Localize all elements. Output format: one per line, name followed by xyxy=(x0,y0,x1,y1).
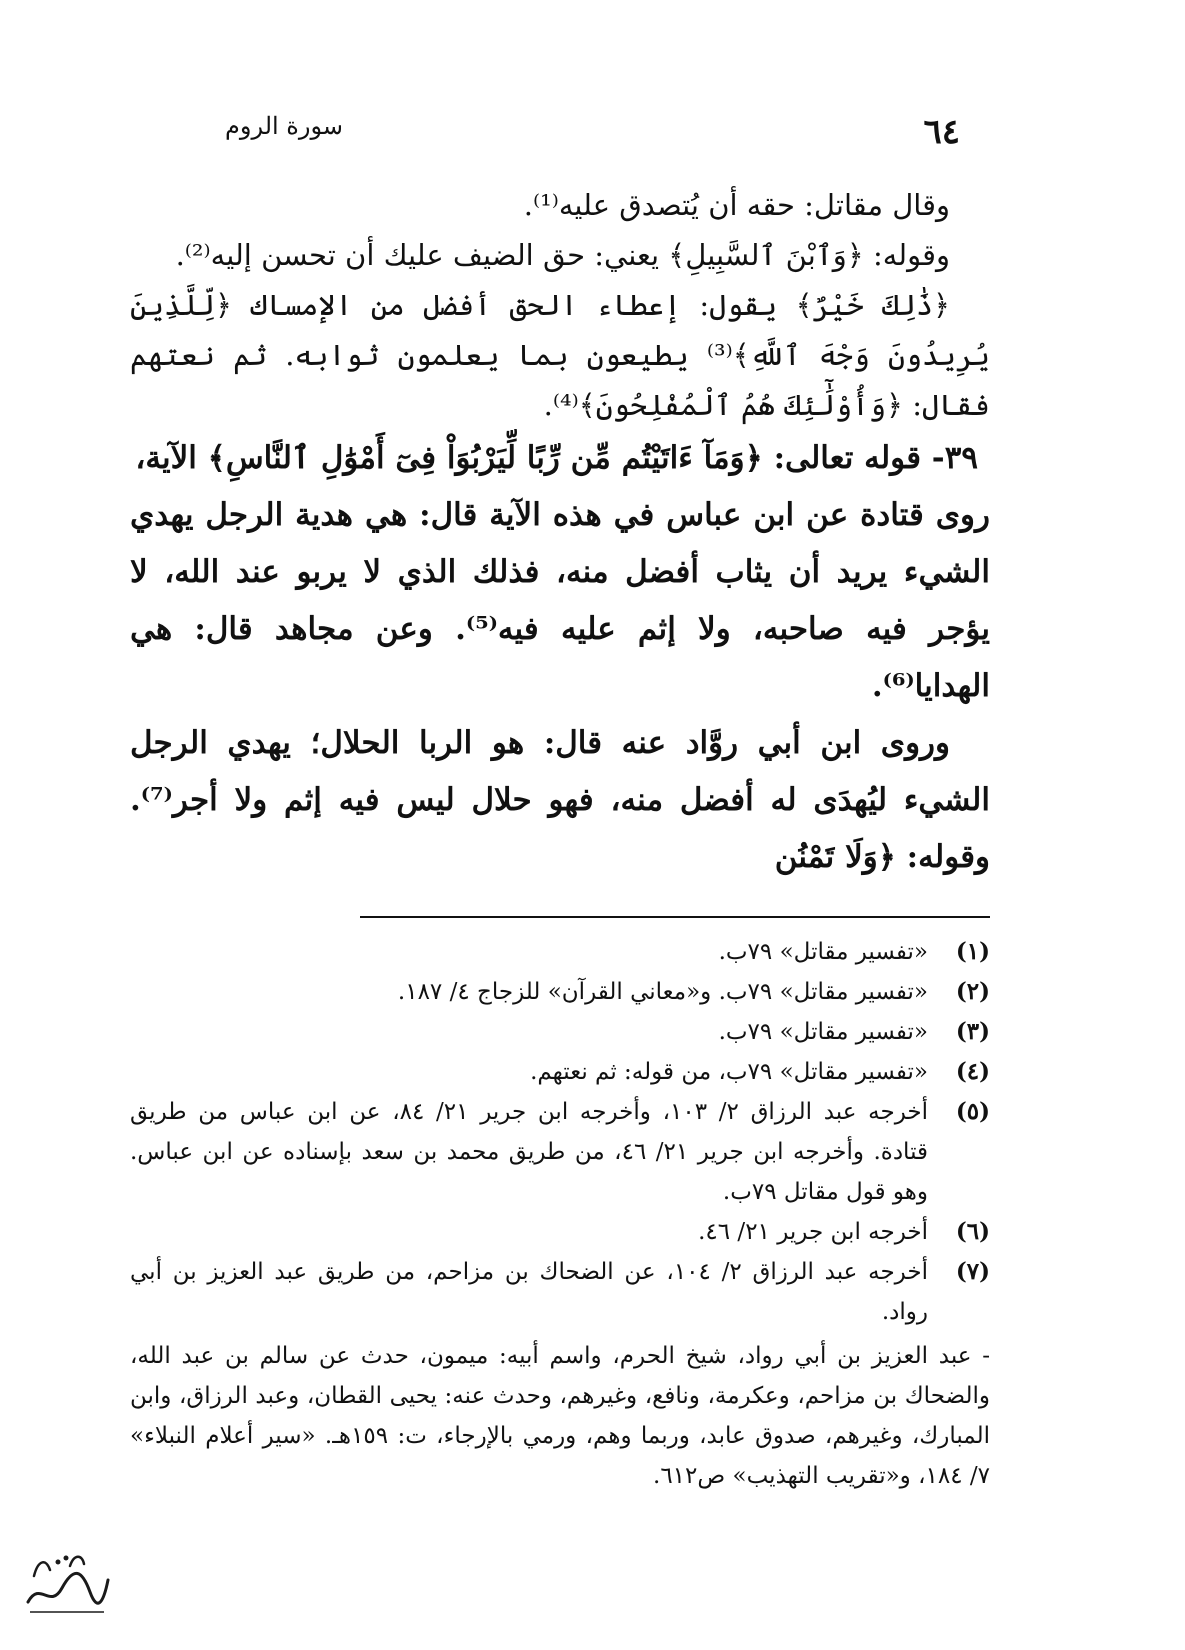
footnote-text: أخرجه عبد الرزاق ٢/ ١٠٣، وأخرجه ابن جرير ٢١/ ٨٤، عن ابن عباس من طريق قتادة. وأخرجه ابن جرير ٢١/ ٤٦، من طريق محمد بن سعد بإسناده عن ابن عباس. وهو قول مقاتل ٧٩ب. xyxy=(130,1099,929,1205)
footnote-number: (٦) xyxy=(955,1218,990,1245)
footnote xyxy=(130,1092,990,1212)
surah-title: سورة الروم xyxy=(225,112,343,140)
footnote xyxy=(130,1252,990,1332)
narrator-biography: - عبد العزيز بن أبي رواد، شيخ الحرم، واسم أبيه: ميمون، حدث عن سالم بن عبد الله، والضحاك بن مزاحم، وعكرمة، ونافع، وغيرهم، وحدث عنه: يحيى القطان، وعبد الرزاق، وابن المبارك، وغيرهم، صدوق عابد، وربما وهم، ورمي بالإرجاء، ت: ١٥٩هـ. «سير أعلام النبلاء» ٧/ ١٨٤، و«تقريب التهذيب» ص٦١٢. xyxy=(130,1343,991,1489)
publisher-logo-icon xyxy=(20,1540,112,1620)
footnote xyxy=(130,1212,990,1252)
footnote-text: «تفسير مقاتل» ٧٩ب. و«معاني القرآن» للزجاج ٤/ ١٨٧. xyxy=(397,979,928,1005)
footnote-number: (١) xyxy=(955,938,990,965)
footnote xyxy=(130,972,990,1012)
footnote-number: (٤) xyxy=(955,1058,990,1085)
main-paragraph: روى قتادة عن ابن عباس في هذه الآية قال: هي هدية الرجل يهدي الشيء يريد أن يثاب أفضل منه، فذلك الذي لا يربو عند الله، لا يؤجر فيه صاحبه، ولا إثم عليه فيه⁽⁵⁾. وعن مجاهد قال: هي الهدايا⁽⁶⁾. xyxy=(130,497,990,704)
footnote-text: «تفسير مقاتل» ٧٩ب، من قوله: ثم نعتهم. xyxy=(530,1059,928,1085)
footnote-text: «تفسير مقاتل» ٧٩ب. xyxy=(718,939,928,965)
footnote-text: أخرجه ابن جرير ٢١/ ٤٦. xyxy=(698,1219,928,1245)
footnote-number: (٢) xyxy=(955,978,990,1005)
commentary-line: وقال مقاتل: حقه أن يُتصدق عليه⁽¹⁾. xyxy=(523,188,950,222)
commentary-line: ﴿ذَٰلِكَ خَيْرٌ﴾ يقول: إعطاء الحق أفضل من الإمساك ﴿لِّلَّذِينَ يُرِيدُونَ وَجْهَ ٱللَّهِ﴾⁽³⁾ يطيعون بما يعلمون ثوابه. ثم نعتهم فقال: ﴿وَأُوْلَٰٓئِكَ هُمُ ٱلْمُفْلِحُونَ﴾⁽⁴⁾. xyxy=(130,288,990,422)
footnotes xyxy=(130,932,990,1496)
page-number: ٦٤ xyxy=(923,112,960,152)
footnote-separator xyxy=(360,916,990,918)
verse-heading: ٣٩- قوله تعالى: ﴿وَمَآ ءَاتَيْتُم مِّن رِّبًا لِّيَرْبُوَاْ فِىٓ أَمْوَٰلِ ٱلنَّاسِ﴾ الآية، xyxy=(135,440,978,476)
main-paragraph: وروى ابن أبي روَّاد عنه قال: هو الربا الحلال؛ يهدي الرجل الشيء ليُهدَى له أفضل منه، فهو حلال ليس فيه إثم ولا أجر⁽⁷⁾. وقوله: ﴿وَلَا تَمْنُن xyxy=(130,725,990,875)
footnote-text: «تفسير مقاتل» ٧٩ب. xyxy=(718,1019,928,1045)
footnote-number: (٧) xyxy=(955,1258,990,1285)
running-header xyxy=(130,100,990,160)
commentary-line: وقوله: ﴿وَٱبْنَ ٱلسَّبِيلِ﴾ يعني: حق الضيف عليك أن تحسن إليه⁽²⁾. xyxy=(175,238,950,272)
footnote-number: (٣) xyxy=(955,1018,990,1045)
commentary-main xyxy=(130,430,990,886)
commentary-upper xyxy=(130,180,990,430)
footnote xyxy=(130,1012,990,1052)
footnote xyxy=(130,1052,990,1092)
footnote-number: (٥) xyxy=(955,1098,990,1125)
book-page xyxy=(130,100,990,1520)
footnote-text: أخرجه عبد الرزاق ٢/ ١٠٤، عن الضحاك بن مزاحم، من طريق عبد العزيز بن أبي رواد. xyxy=(130,1259,928,1325)
footnote xyxy=(130,932,990,972)
